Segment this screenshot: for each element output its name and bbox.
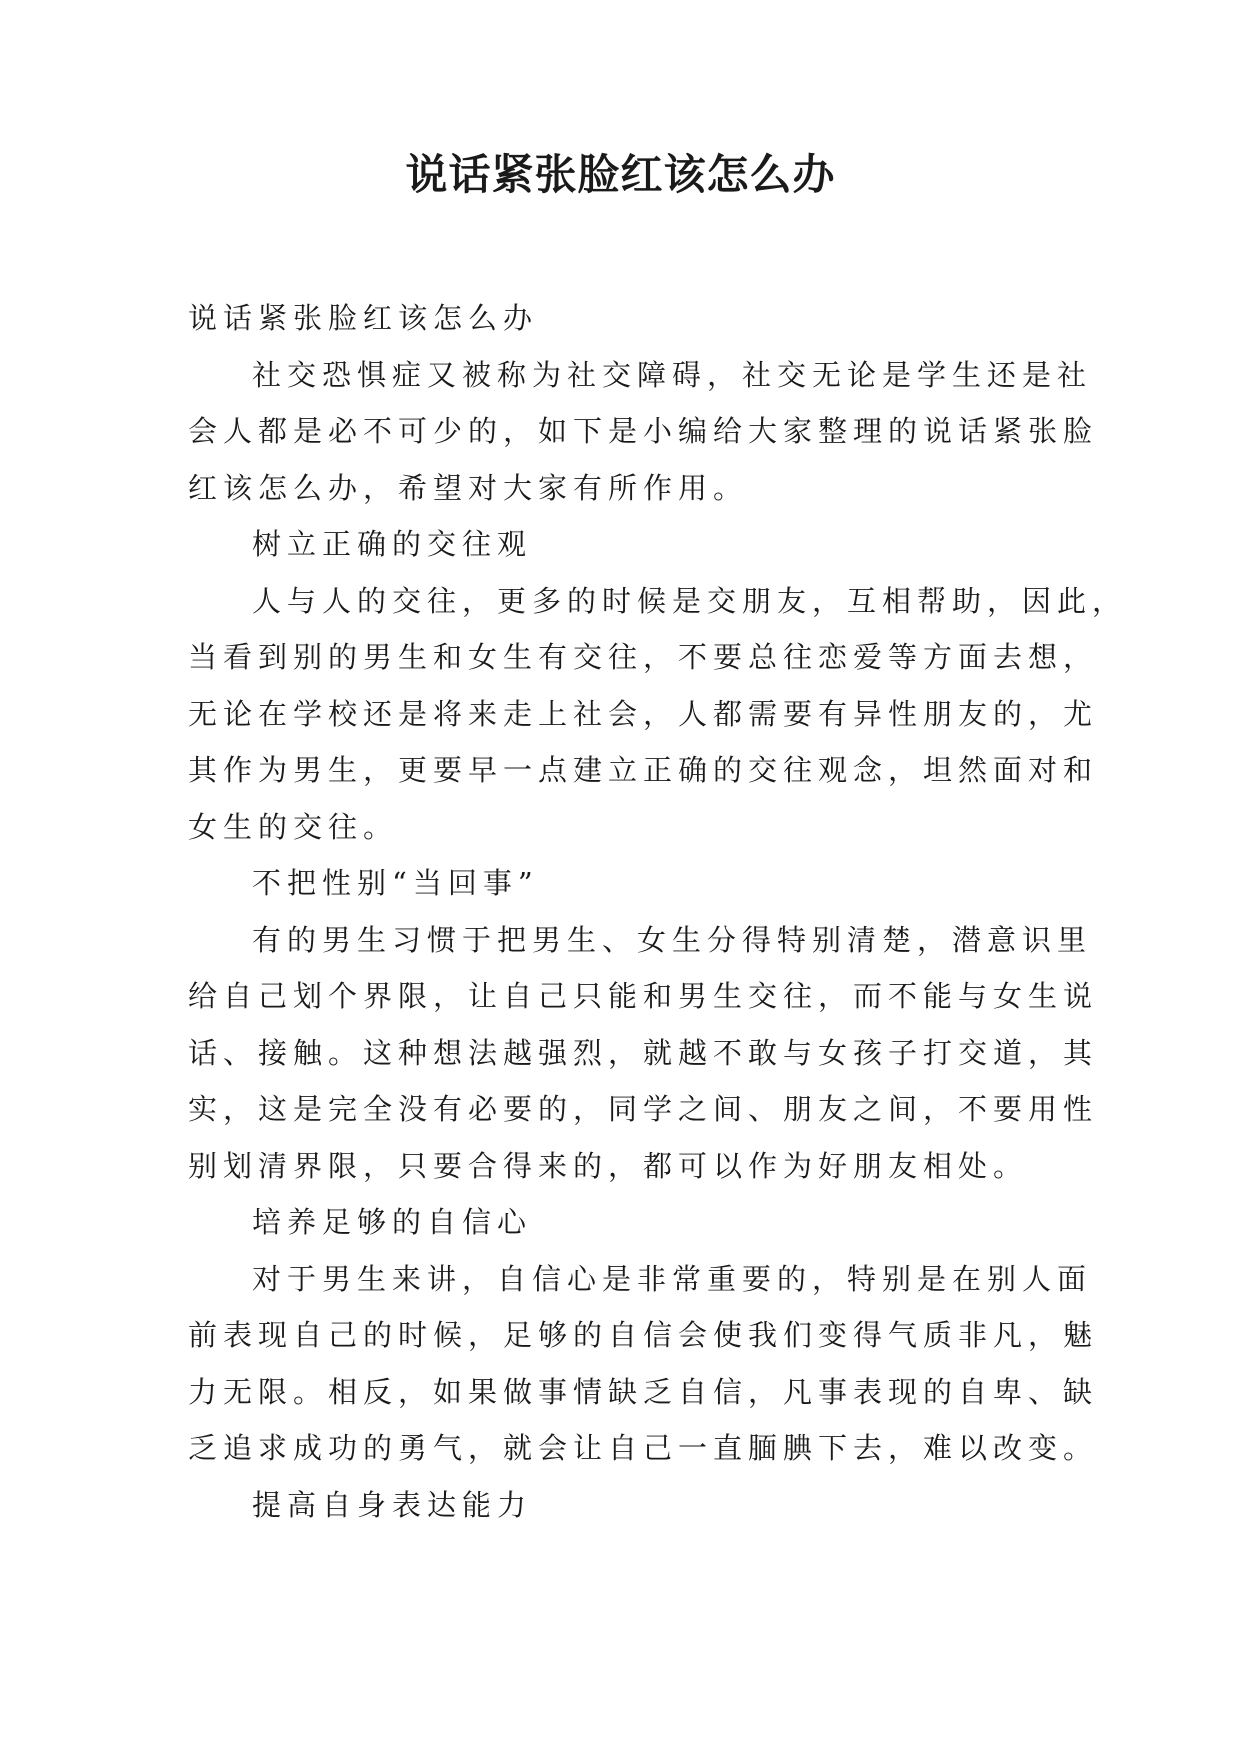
text-line: 给自己划个界限，让自己只能和男生交往，而不能与女生说 [188, 979, 1099, 1013]
text-line: 当看到别的男生和女生有交往，不要总往恋爱等方面去想， [188, 640, 1099, 674]
text-line: 说话紧张脸红该怎么办 [188, 301, 539, 335]
text-line: 会人都是必不可少的，如下是小编给大家整理的说话紧张脸 [188, 414, 1099, 448]
text-line: 实，这是完全没有必要的，同学之间、朋友之间，不要用性 [188, 1092, 1099, 1126]
text-line: 培养足够的自信心 [252, 1205, 533, 1239]
text-line: 力无限。相反，如果做事情缺乏自信，凡事表现的自卑、缺 [188, 1374, 1099, 1409]
text-line: 不把性别“当回事” [252, 866, 539, 900]
document-title: 说话紧张脸红该怎么办 [405, 150, 836, 199]
text-line: 乏追求成功的勇气，就会让自己一直腼腆下去，难以改变。 [188, 1431, 1099, 1465]
text-line: 红该怎么办，希望对大家有所作用。 [188, 470, 749, 505]
text-line: 别划清界限，只要合得来的，都可以作为好朋友相处。 [188, 1148, 1029, 1183]
text-line: 社交恐惧症又被称为社交障碍，社交无论是学生还是社 [252, 357, 1093, 392]
text-line: 人与人的交往，更多的时候是交朋友，互相帮助，因此， [252, 583, 1128, 618]
text-line: 无论在学校还是将来走上社会，人都需要有异性朋友的，尤 [188, 696, 1099, 731]
document-body [188, 290, 1128, 1533]
text-line: 其作为男生，更要早一点建立正确的交往观念，坦然面对和 [188, 753, 1099, 787]
text-line: 树立正确的交往观 [252, 527, 533, 561]
text-line: 有的男生习惯于把男生、女生分得特别清楚，潜意识里 [252, 922, 1093, 957]
text-line: 前表现自己的时候，足够的自信会使我们变得气质非凡，魅 [188, 1318, 1099, 1352]
text-line: 提高自身表达能力 [252, 1487, 533, 1522]
text-line: 对于男生来讲，自信心是非常重要的，特别是在别人面 [252, 1261, 1093, 1296]
text-line: 女生的交往。 [188, 809, 399, 844]
text-line: 话、接触。这种想法越强烈，就越不敢与女孩子打交道，其 [188, 1035, 1099, 1070]
